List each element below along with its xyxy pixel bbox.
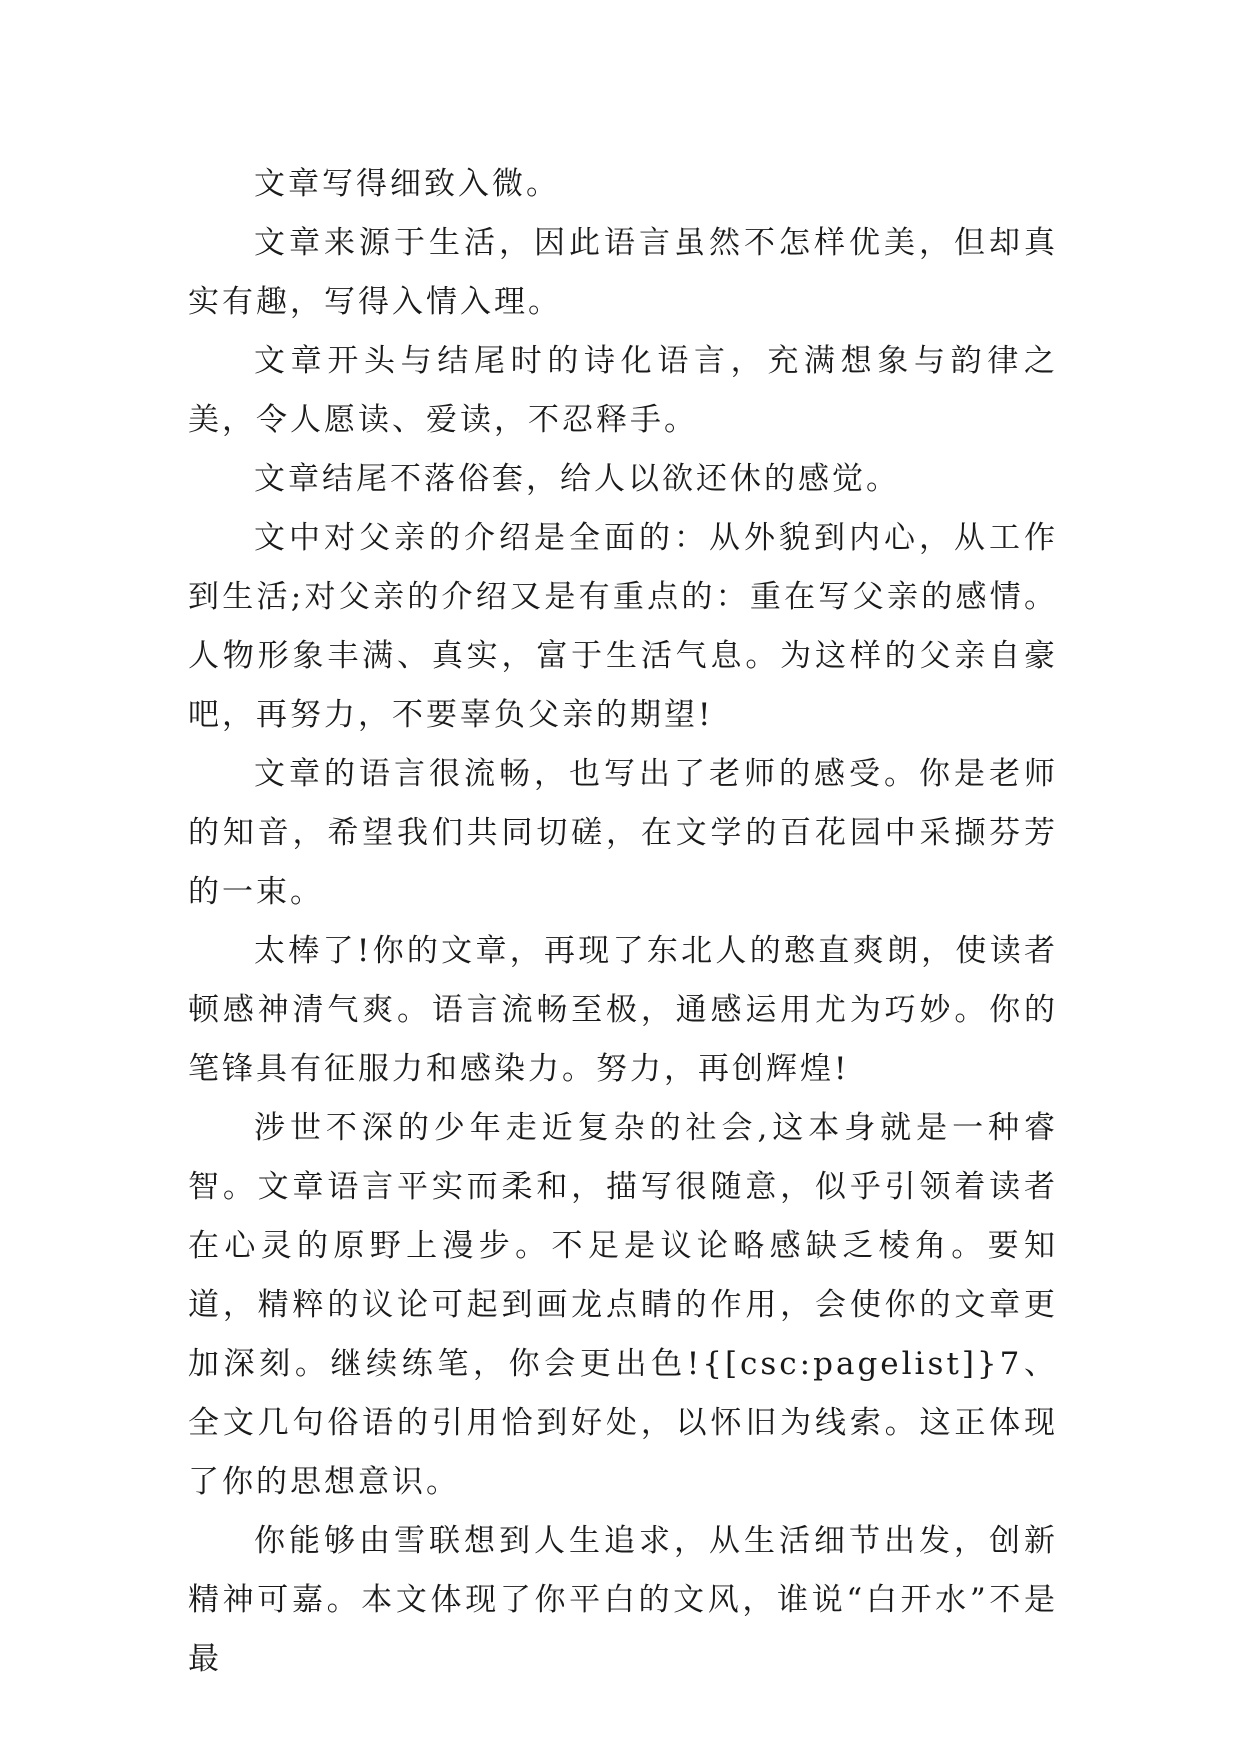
paragraph-9: 你能够由雪联想到人生追求，从生活细节出发，创新精神可嘉。本文体现了你平白的文风，谁说“白开水”不是最 — [188, 1523, 1058, 1677]
paragraph-6: 文章的语言很流畅，也写出了老师的感受。你是老师的知音，希望我们共同切磋，在文学的百花园中采撷芬芳的一束。 — [188, 756, 1058, 910]
paragraph-2: 文章来源于生活，因此语言虽然不怎样优美，但却真实有趣，写得入情入理。 — [188, 225, 1058, 320]
document-body — [188, 155, 1058, 1689]
paragraph-7: 太棒了!你的文章，再现了东北人的憨直爽朗，使读者顿感神清气爽。语言流畅至极，通感运用尤为巧妙。你的笔锋具有征服力和感染力。努力，再创辉煌! — [188, 933, 1058, 1087]
paragraph-4: 文章结尾不落俗套，给人以欲还休的感觉。 — [254, 461, 900, 497]
paragraph-3: 文章开头与结尾时的诗化语言，充满想象与韵律之美，令人愿读、爱读，不忍释手。 — [188, 343, 1058, 438]
paragraph-8: 涉世不深的少年走近复杂的社会,这本身就是一种睿智。文章语言平实而柔和，描写很随意，似乎引领着读者在心灵的原野上漫步。不足是议论略感缺乏棱角。要知道，精粹的议论可起到画龙点睛的作用，会使你的文章更加深刻。继续练笔，你会更出色!{[csc:pagelist]}7、全文几句俗语的引用恰到好处，以怀旧为线索。这正体现了你的思想意识。 — [188, 1110, 1058, 1500]
paragraph-1: 文章写得细致入微。 — [254, 166, 560, 202]
paragraph-5: 文中对父亲的介绍是全面的：从外貌到内心，从工作到生活;对父亲的介绍又是有重点的：重在写父亲的感情。人物形象丰满、真实，富于生活气息。为这样的父亲自豪吧，再努力，不要辜负父亲的期望! — [188, 520, 1058, 733]
